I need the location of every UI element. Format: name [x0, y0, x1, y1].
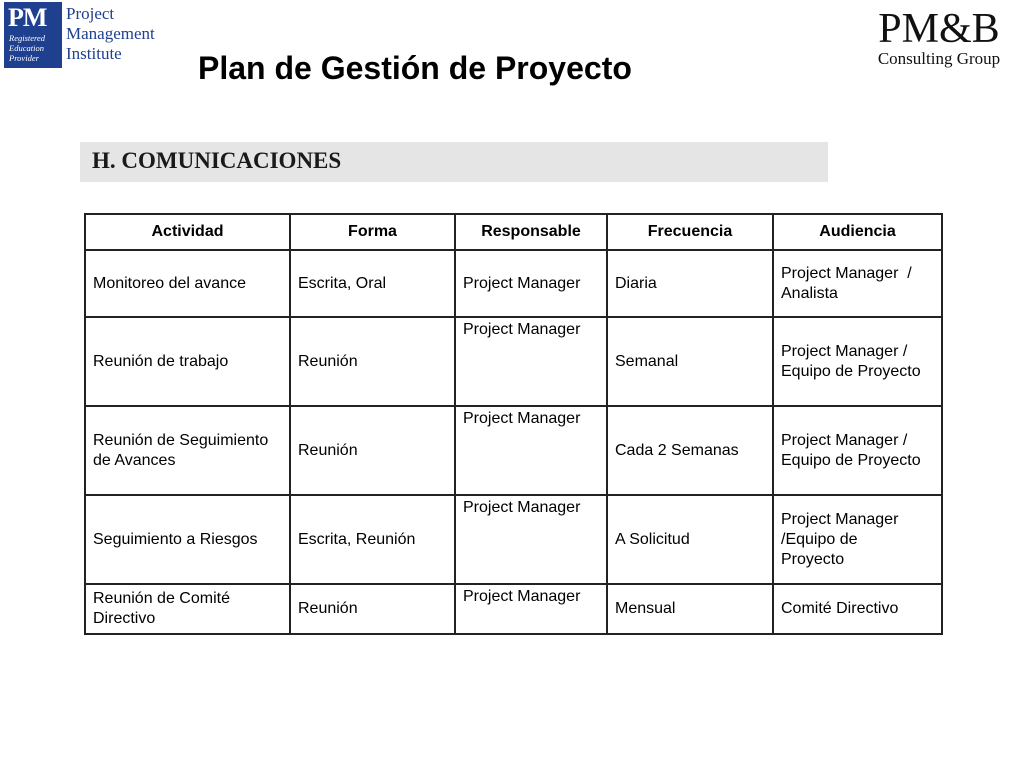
cell-line: Project Manager: [781, 510, 899, 528]
pmi-mark-letters: PM: [8, 3, 47, 32]
cell-audiencia: [773, 250, 942, 317]
cell-forma: Escrita, Oral: [290, 250, 455, 317]
cell-line: Monitoreo del avance: [93, 274, 246, 292]
cell-line: Analista: [781, 284, 838, 302]
header-responsable: Responsable: [455, 214, 607, 250]
cell-line: Project Manager /: [781, 431, 908, 449]
cell-audiencia: [773, 584, 942, 634]
cell-responsable: Project Manager: [455, 250, 607, 317]
pmi-logo: [4, 2, 154, 70]
cell-responsable: Project Manager: [455, 495, 607, 584]
cell-line: Equipo de Proyecto: [781, 362, 921, 380]
pmi-name-line: Project: [66, 4, 115, 23]
section-title: H. COMUNICACIONES: [92, 148, 342, 173]
table-row: [85, 250, 942, 317]
pmb-brand: PM&B: [878, 6, 1000, 52]
cell-actividad: [85, 317, 290, 406]
header-audiencia: Audiencia: [773, 214, 942, 250]
page-title: Plan de Gestión de Proyecto: [198, 50, 632, 86]
cell-forma: Reunión: [290, 317, 455, 406]
cell-line: de Avances: [93, 451, 176, 469]
cell-audiencia: [773, 495, 942, 584]
table-row: [85, 317, 942, 406]
cell-frecuencia: A Solicitud: [607, 495, 773, 584]
cell-line: Seguimiento a Riesgos: [93, 530, 258, 548]
pmi-registered-line: Education: [9, 43, 44, 53]
header-actividad: Actividad: [85, 214, 290, 250]
cell-responsable: Project Manager: [455, 317, 607, 406]
table-row: [85, 495, 942, 584]
pmi-registered-line: Registered: [9, 33, 46, 43]
communications-table: [84, 213, 943, 635]
pmi-name-line: Institute: [66, 44, 122, 63]
cell-line: /Equipo de: [781, 530, 858, 548]
cell-forma: Reunión: [290, 406, 455, 495]
table-row: [85, 406, 942, 495]
pmi-registered-line: Provider: [9, 53, 39, 63]
cell-line: Project Manager /: [781, 342, 908, 360]
cell-actividad: [85, 250, 290, 317]
cell-frecuencia: Diaria: [607, 250, 773, 317]
cell-frecuencia: Semanal: [607, 317, 773, 406]
cell-line: Directivo: [93, 610, 156, 627]
cell-forma: Escrita, Reunión: [290, 495, 455, 584]
table-header-row: [85, 214, 942, 250]
cell-line: Reunión de trabajo: [93, 352, 229, 370]
pmi-registered-text: [9, 33, 45, 63]
cell-actividad: [85, 406, 290, 495]
table-row: [85, 584, 942, 634]
cell-line: Reunión de Seguimiento: [93, 431, 269, 449]
header-forma: Forma: [290, 214, 455, 250]
pmi-mark: [4, 2, 62, 68]
section-header: [80, 142, 828, 182]
cell-actividad: [85, 584, 290, 634]
cell-line: Proyecto: [781, 550, 845, 568]
cell-line: Project Manager /: [781, 264, 912, 282]
pmi-name-line: Management: [66, 24, 155, 43]
cell-line: Reunión de Comité: [93, 590, 230, 607]
cell-frecuencia: Cada 2 Semanas: [607, 406, 773, 495]
cell-audiencia: [773, 317, 942, 406]
cell-forma: Reunión: [290, 584, 455, 634]
cell-frecuencia: Mensual: [607, 584, 773, 634]
pmb-tagline: Consulting Group: [877, 49, 1001, 68]
pmb-logo: [864, 8, 1014, 68]
cell-responsable: Project Manager: [455, 406, 607, 495]
cell-line: Equipo de Proyecto: [781, 451, 921, 469]
pmi-name: [66, 4, 155, 64]
header-frecuencia: Frecuencia: [607, 214, 773, 250]
cell-responsable: Project Manager: [455, 584, 607, 634]
cell-audiencia: [773, 406, 942, 495]
cell-line: Comité Directivo: [781, 600, 899, 617]
cell-actividad: [85, 495, 290, 584]
